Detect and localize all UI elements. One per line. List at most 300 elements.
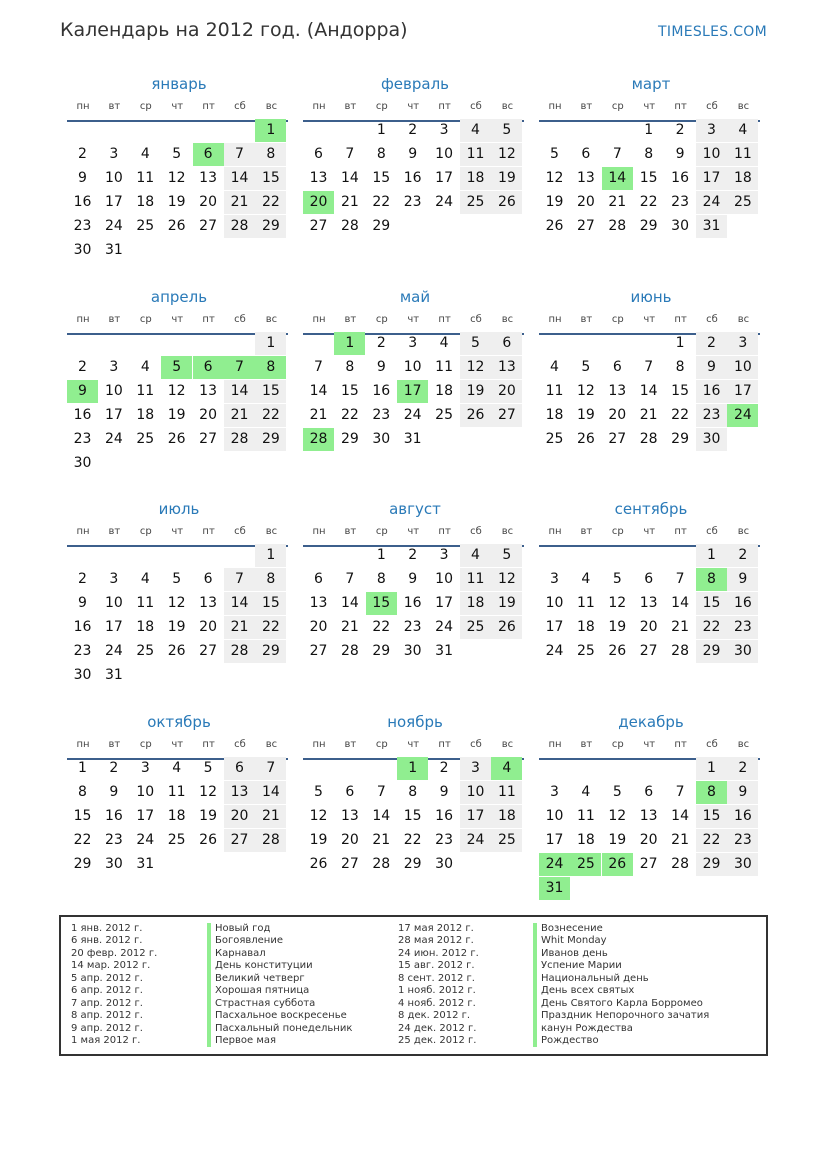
day-cell[interactable]: 19 [167, 194, 186, 210]
day-cell[interactable]: 14 [340, 595, 359, 611]
day-cell[interactable]: 25 [576, 643, 595, 659]
day-cell[interactable]: 27 [224, 829, 255, 852]
day-cell[interactable]: 10 [435, 571, 453, 587]
day-cell[interactable]: 3 [109, 359, 119, 375]
day-cell[interactable]: 7 [376, 784, 386, 800]
day-cell[interactable]: 9 [78, 595, 87, 611]
day-cell[interactable]: 2 [675, 122, 685, 138]
day-cell[interactable]: 22 [671, 407, 689, 423]
day-cell[interactable]: 17 [104, 619, 123, 635]
holiday-day-cell[interactable]: 20 [303, 191, 334, 214]
day-cell[interactable]: 31 [696, 215, 727, 238]
holiday-day-cell[interactable]: 1 [334, 332, 365, 355]
day-cell[interactable]: 3 [439, 122, 449, 138]
day-cell[interactable]: 4 [460, 119, 491, 142]
day-cell[interactable]: 4 [727, 119, 758, 142]
day-cell[interactable]: 16 [73, 407, 92, 423]
day-cell[interactable]: 23 [73, 643, 92, 659]
day-cell[interactable]: 26 [491, 191, 522, 214]
day-cell[interactable]: 11 [136, 170, 155, 186]
day-cell[interactable]: 26 [309, 856, 328, 872]
day-cell[interactable]: 20 [639, 619, 658, 635]
holiday-day-cell[interactable]: 9 [67, 380, 98, 403]
day-cell[interactable]: 9 [675, 146, 685, 162]
day-cell[interactable]: 20 [340, 832, 359, 848]
day-cell[interactable]: 11 [460, 143, 491, 166]
day-cell[interactable]: 29 [671, 431, 689, 447]
day-cell[interactable]: 19 [460, 380, 491, 403]
day-cell[interactable]: 30 [73, 242, 92, 258]
day-cell[interactable]: 3 [109, 146, 119, 162]
day-cell[interactable]: 29 [403, 856, 422, 872]
day-cell[interactable]: 9 [408, 146, 418, 162]
day-cell[interactable]: 20 [576, 194, 595, 210]
day-cell[interactable]: 19 [167, 407, 186, 423]
day-cell[interactable]: 11 [435, 359, 453, 375]
day-cell[interactable]: 30 [372, 431, 391, 447]
day-cell[interactable]: 8 [376, 571, 386, 587]
day-cell[interactable]: 1 [78, 760, 87, 776]
day-cell[interactable]: 3 [550, 784, 559, 800]
day-cell[interactable]: 25 [136, 218, 155, 234]
day-cell[interactable]: 11 [136, 595, 155, 611]
day-cell[interactable]: 23 [727, 616, 758, 639]
day-cell[interactable]: 25 [167, 832, 186, 848]
day-cell[interactable]: 22 [255, 404, 286, 427]
day-cell[interactable]: 30 [73, 667, 92, 683]
day-cell[interactable]: 27 [199, 431, 217, 447]
day-cell[interactable]: 21 [224, 616, 255, 639]
day-cell[interactable]: 3 [439, 547, 449, 563]
day-cell[interactable]: 9 [727, 781, 758, 804]
day-cell[interactable]: 8 [376, 146, 386, 162]
day-cell[interactable]: 23 [372, 407, 391, 423]
day-cell[interactable]: 24 [136, 832, 155, 848]
day-cell[interactable]: 31 [104, 667, 123, 683]
holiday-day-cell[interactable]: 26 [602, 853, 633, 876]
day-cell[interactable]: 19 [491, 592, 522, 615]
day-cell[interactable]: 21 [671, 619, 689, 635]
day-cell[interactable]: 11 [136, 383, 155, 399]
day-cell[interactable]: 8 [255, 143, 286, 166]
day-cell[interactable]: 12 [576, 383, 595, 399]
day-cell[interactable]: 12 [199, 784, 217, 800]
day-cell[interactable]: 28 [224, 215, 255, 238]
day-cell[interactable]: 19 [167, 619, 186, 635]
day-cell[interactable]: 24 [104, 431, 123, 447]
day-cell[interactable]: 23 [104, 832, 123, 848]
day-cell[interactable]: 26 [167, 431, 186, 447]
day-cell[interactable]: 23 [727, 829, 758, 852]
day-cell[interactable]: 8 [675, 359, 685, 375]
day-cell[interactable]: 28 [608, 218, 627, 234]
day-cell[interactable]: 13 [608, 383, 627, 399]
day-cell[interactable]: 5 [612, 571, 622, 587]
day-cell[interactable]: 3 [109, 571, 119, 587]
day-cell[interactable]: 26 [608, 643, 627, 659]
day-cell[interactable]: 23 [696, 404, 727, 427]
day-cell[interactable]: 21 [639, 407, 658, 423]
day-cell[interactable]: 26 [199, 832, 217, 848]
day-cell[interactable]: 3 [408, 335, 418, 351]
day-cell[interactable]: 7 [675, 784, 685, 800]
day-cell[interactable]: 20 [199, 194, 217, 210]
day-cell[interactable]: 4 [172, 760, 182, 776]
day-cell[interactable]: 17 [104, 194, 123, 210]
day-cell[interactable]: 14 [224, 167, 255, 190]
day-cell[interactable]: 29 [372, 643, 391, 659]
day-cell[interactable]: 13 [491, 356, 522, 379]
day-cell[interactable]: 29 [696, 640, 727, 663]
day-cell[interactable]: 1 [255, 332, 286, 355]
day-cell[interactable]: 31 [435, 643, 453, 659]
day-cell[interactable]: 28 [340, 218, 359, 234]
day-cell[interactable]: 9 [727, 568, 758, 591]
day-cell[interactable]: 14 [372, 808, 391, 824]
day-cell[interactable]: 23 [73, 431, 92, 447]
day-cell[interactable]: 22 [372, 619, 391, 635]
day-cell[interactable]: 14 [255, 781, 286, 804]
day-cell[interactable]: 9 [439, 784, 449, 800]
day-cell[interactable]: 13 [576, 170, 595, 186]
day-cell[interactable]: 27 [639, 856, 658, 872]
day-cell[interactable]: 5 [460, 332, 491, 355]
day-cell[interactable]: 15 [340, 383, 359, 399]
holiday-day-cell[interactable]: 24 [727, 404, 758, 427]
day-cell[interactable]: 22 [696, 829, 727, 852]
day-cell[interactable]: 25 [435, 407, 453, 423]
day-cell[interactable]: 28 [372, 856, 391, 872]
day-cell[interactable]: 5 [491, 119, 522, 142]
day-cell[interactable]: 26 [545, 218, 564, 234]
holiday-day-cell[interactable]: 28 [303, 428, 334, 451]
day-cell[interactable]: 12 [167, 170, 186, 186]
day-cell[interactable]: 4 [550, 359, 559, 375]
day-cell[interactable]: 21 [671, 832, 689, 848]
day-cell[interactable]: 7 [345, 571, 355, 587]
day-cell[interactable]: 8 [644, 146, 654, 162]
day-cell[interactable]: 26 [460, 404, 491, 427]
day-cell[interactable]: 20 [491, 380, 522, 403]
day-cell[interactable]: 15 [696, 592, 727, 615]
day-cell[interactable]: 8 [408, 784, 418, 800]
day-cell[interactable]: 10 [460, 781, 491, 804]
day-cell[interactable]: 11 [727, 143, 758, 166]
day-cell[interactable]: 22 [403, 832, 422, 848]
day-cell[interactable]: 19 [576, 407, 595, 423]
day-cell[interactable]: 28 [224, 640, 255, 663]
day-cell[interactable]: 24 [104, 218, 123, 234]
day-cell[interactable]: 6 [644, 784, 654, 800]
day-cell[interactable]: 25 [545, 431, 564, 447]
day-cell[interactable]: 27 [576, 218, 595, 234]
day-cell[interactable]: 18 [727, 167, 758, 190]
day-cell[interactable]: 29 [255, 640, 286, 663]
day-cell[interactable]: 30 [727, 853, 758, 876]
day-cell[interactable]: 4 [140, 571, 150, 587]
day-cell[interactable]: 6 [612, 359, 622, 375]
day-cell[interactable]: 30 [73, 455, 92, 471]
day-cell[interactable]: 11 [576, 808, 595, 824]
day-cell[interactable]: 15 [255, 592, 286, 615]
day-cell[interactable]: 13 [199, 170, 217, 186]
day-cell[interactable]: 18 [136, 407, 155, 423]
day-cell[interactable]: 12 [167, 383, 186, 399]
day-cell[interactable]: 4 [140, 146, 150, 162]
day-cell[interactable]: 29 [696, 853, 727, 876]
day-cell[interactable]: 13 [639, 808, 658, 824]
day-cell[interactable]: 24 [435, 194, 453, 210]
day-cell[interactable]: 5 [203, 760, 213, 776]
day-cell[interactable]: 12 [460, 356, 491, 379]
day-cell[interactable]: 14 [224, 380, 255, 403]
day-cell[interactable]: 12 [491, 568, 522, 591]
day-cell[interactable]: 17 [460, 805, 491, 828]
day-cell[interactable]: 2 [439, 760, 449, 776]
day-cell[interactable]: 16 [403, 595, 422, 611]
day-cell[interactable]: 14 [340, 170, 359, 186]
holiday-day-cell[interactable]: 8 [696, 781, 727, 804]
day-cell[interactable]: 31 [104, 242, 123, 258]
holiday-day-cell[interactable]: 24 [539, 853, 570, 876]
day-cell[interactable]: 7 [612, 146, 622, 162]
day-cell[interactable]: 14 [639, 383, 658, 399]
day-cell[interactable]: 5 [172, 571, 182, 587]
day-cell[interactable]: 13 [639, 595, 658, 611]
day-cell[interactable]: 9 [376, 359, 386, 375]
day-cell[interactable]: 1 [376, 547, 386, 563]
day-cell[interactable]: 29 [372, 218, 391, 234]
holiday-day-cell[interactable]: 6 [193, 356, 224, 379]
day-cell[interactable]: 2 [408, 547, 418, 563]
day-cell[interactable]: 26 [491, 616, 522, 639]
day-cell[interactable]: 17 [696, 167, 727, 190]
day-cell[interactable]: 29 [255, 215, 286, 238]
day-cell[interactable]: 15 [372, 170, 391, 186]
day-cell[interactable]: 15 [696, 805, 727, 828]
day-cell[interactable]: 29 [73, 856, 92, 872]
day-cell[interactable]: 30 [104, 856, 123, 872]
day-cell[interactable]: 11 [545, 383, 564, 399]
day-cell[interactable]: 18 [435, 383, 453, 399]
day-cell[interactable]: 3 [140, 760, 150, 776]
day-cell[interactable]: 10 [104, 170, 123, 186]
day-cell[interactable]: 22 [639, 194, 658, 210]
day-cell[interactable]: 9 [78, 170, 87, 186]
day-cell[interactable]: 18 [460, 167, 491, 190]
day-cell[interactable]: 28 [340, 643, 359, 659]
day-cell[interactable]: 21 [309, 407, 328, 423]
day-cell[interactable]: 22 [73, 832, 92, 848]
day-cell[interactable]: 21 [224, 191, 255, 214]
day-cell[interactable]: 27 [309, 643, 328, 659]
day-cell[interactable]: 23 [435, 832, 453, 848]
day-cell[interactable]: 5 [550, 146, 559, 162]
day-cell[interactable]: 2 [727, 544, 758, 567]
day-cell[interactable]: 10 [403, 359, 422, 375]
day-cell[interactable]: 12 [608, 595, 627, 611]
day-cell[interactable]: 11 [576, 595, 595, 611]
day-cell[interactable]: 16 [104, 808, 123, 824]
day-cell[interactable]: 9 [408, 571, 418, 587]
day-cell[interactable]: 24 [696, 191, 727, 214]
day-cell[interactable]: 2 [376, 335, 386, 351]
day-cell[interactable]: 6 [314, 146, 323, 162]
day-cell[interactable]: 18 [545, 407, 564, 423]
day-cell[interactable]: 2 [78, 146, 87, 162]
holiday-day-cell[interactable]: 7 [224, 356, 255, 379]
day-cell[interactable]: 15 [255, 380, 286, 403]
day-cell[interactable]: 27 [639, 643, 658, 659]
day-cell[interactable]: 2 [78, 571, 87, 587]
day-cell[interactable]: 7 [255, 757, 286, 780]
day-cell[interactable]: 14 [671, 808, 689, 824]
day-cell[interactable]: 17 [104, 407, 123, 423]
day-cell[interactable]: 9 [696, 356, 727, 379]
day-cell[interactable]: 1 [696, 757, 727, 780]
day-cell[interactable]: 29 [340, 431, 359, 447]
day-cell[interactable]: 26 [167, 218, 186, 234]
day-cell[interactable]: 7 [644, 359, 654, 375]
day-cell[interactable]: 10 [136, 784, 155, 800]
day-cell[interactable]: 6 [581, 146, 591, 162]
day-cell[interactable]: 24 [403, 407, 422, 423]
day-cell[interactable]: 6 [314, 571, 323, 587]
day-cell[interactable]: 7 [224, 568, 255, 591]
day-cell[interactable]: 16 [727, 805, 758, 828]
holiday-day-cell[interactable]: 15 [366, 592, 397, 615]
day-cell[interactable]: 1 [255, 544, 286, 567]
day-cell[interactable]: 6 [491, 332, 522, 355]
day-cell[interactable]: 28 [639, 431, 658, 447]
holiday-day-cell[interactable]: 25 [570, 853, 601, 876]
day-cell[interactable]: 15 [671, 383, 689, 399]
day-cell[interactable]: 4 [140, 359, 150, 375]
day-cell[interactable]: 17 [435, 170, 453, 186]
day-cell[interactable]: 18 [136, 619, 155, 635]
day-cell[interactable]: 6 [224, 757, 255, 780]
day-cell[interactable]: 23 [403, 194, 422, 210]
day-cell[interactable]: 18 [460, 592, 491, 615]
day-cell[interactable]: 31 [403, 431, 422, 447]
day-cell[interactable]: 15 [403, 808, 422, 824]
day-cell[interactable]: 22 [340, 407, 359, 423]
day-cell[interactable]: 15 [255, 167, 286, 190]
day-cell[interactable]: 23 [671, 194, 689, 210]
day-cell[interactable]: 26 [576, 431, 595, 447]
day-cell[interactable]: 21 [340, 619, 359, 635]
holiday-day-cell[interactable]: 31 [539, 877, 570, 900]
day-cell[interactable]: 19 [545, 194, 564, 210]
day-cell[interactable]: 26 [167, 643, 186, 659]
day-cell[interactable]: 11 [167, 784, 186, 800]
day-cell[interactable]: 7 [224, 143, 255, 166]
holiday-day-cell[interactable]: 4 [491, 757, 522, 780]
day-cell[interactable]: 1 [376, 122, 386, 138]
day-cell[interactable]: 22 [372, 194, 391, 210]
day-cell[interactable]: 9 [109, 784, 119, 800]
day-cell[interactable]: 12 [167, 595, 186, 611]
day-cell[interactable]: 6 [203, 571, 213, 587]
day-cell[interactable]: 27 [199, 643, 217, 659]
day-cell[interactable]: 27 [608, 431, 627, 447]
day-cell[interactable]: 18 [491, 805, 522, 828]
day-cell[interactable]: 29 [255, 428, 286, 451]
day-cell[interactable]: 16 [73, 194, 92, 210]
day-cell[interactable]: 4 [581, 571, 591, 587]
day-cell[interactable]: 11 [491, 781, 522, 804]
day-cell[interactable]: 21 [224, 404, 255, 427]
day-cell[interactable]: 13 [199, 595, 217, 611]
day-cell[interactable]: 10 [104, 595, 123, 611]
day-cell[interactable]: 23 [403, 619, 422, 635]
day-cell[interactable]: 13 [309, 170, 328, 186]
day-cell[interactable]: 16 [727, 592, 758, 615]
day-cell[interactable]: 2 [696, 332, 727, 355]
day-cell[interactable]: 25 [460, 616, 491, 639]
day-cell[interactable]: 20 [199, 619, 217, 635]
day-cell[interactable]: 5 [491, 544, 522, 567]
day-cell[interactable]: 2 [408, 122, 418, 138]
day-cell[interactable]: 18 [576, 832, 595, 848]
day-cell[interactable]: 3 [727, 332, 758, 355]
day-cell[interactable]: 20 [224, 805, 255, 828]
holiday-day-cell[interactable]: 8 [696, 568, 727, 591]
day-cell[interactable]: 21 [255, 805, 286, 828]
day-cell[interactable]: 24 [545, 643, 564, 659]
day-cell[interactable]: 21 [340, 194, 359, 210]
day-cell[interactable]: 15 [639, 170, 658, 186]
day-cell[interactable]: 21 [372, 832, 391, 848]
day-cell[interactable]: 15 [73, 808, 92, 824]
day-cell[interactable]: 20 [309, 619, 328, 635]
day-cell[interactable]: 10 [727, 356, 758, 379]
day-cell[interactable]: 5 [314, 784, 323, 800]
day-cell[interactable]: 6 [644, 571, 654, 587]
day-cell[interactable]: 4 [460, 544, 491, 567]
day-cell[interactable]: 30 [435, 856, 453, 872]
day-cell[interactable]: 3 [550, 571, 559, 587]
holiday-day-cell[interactable]: 1 [397, 757, 428, 780]
day-cell[interactable]: 27 [491, 404, 522, 427]
day-cell[interactable]: 12 [608, 808, 627, 824]
day-cell[interactable]: 5 [612, 784, 622, 800]
holiday-day-cell[interactable]: 8 [255, 356, 286, 379]
day-cell[interactable]: 19 [491, 167, 522, 190]
day-cell[interactable]: 24 [104, 643, 123, 659]
day-cell[interactable]: 30 [727, 640, 758, 663]
day-cell[interactable]: 27 [199, 218, 217, 234]
holiday-day-cell[interactable]: 5 [161, 356, 192, 379]
day-cell[interactable]: 1 [696, 544, 727, 567]
day-cell[interactable]: 28 [255, 829, 286, 852]
day-cell[interactable]: 16 [671, 170, 689, 186]
day-cell[interactable]: 25 [460, 191, 491, 214]
day-cell[interactable]: 17 [435, 595, 453, 611]
day-cell[interactable]: 22 [255, 191, 286, 214]
day-cell[interactable]: 3 [696, 119, 727, 142]
day-cell[interactable]: 17 [545, 619, 564, 635]
day-cell[interactable]: 5 [172, 146, 182, 162]
day-cell[interactable]: 23 [73, 218, 92, 234]
day-cell[interactable]: 28 [671, 856, 689, 872]
holiday-day-cell[interactable]: 14 [602, 167, 633, 190]
day-cell[interactable]: 12 [545, 170, 564, 186]
day-cell[interactable]: 19 [309, 832, 328, 848]
day-cell[interactable]: 12 [491, 143, 522, 166]
day-cell[interactable]: 20 [608, 407, 627, 423]
day-cell[interactable]: 10 [545, 595, 564, 611]
